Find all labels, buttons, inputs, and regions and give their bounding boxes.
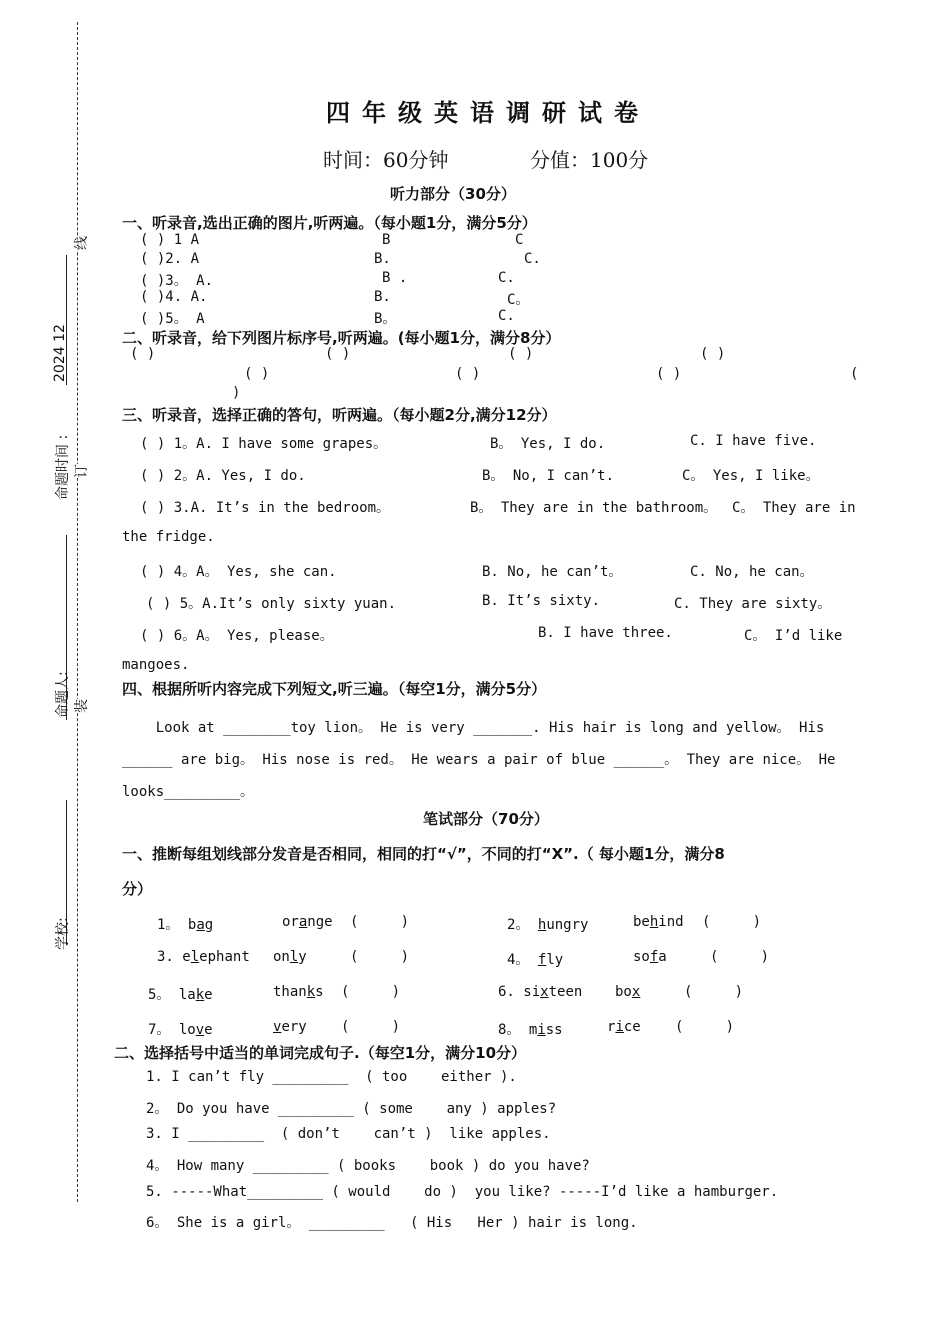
s3-q6-c: C。 I’d like bbox=[744, 628, 843, 644]
date-label: 命题时间 : bbox=[55, 434, 71, 500]
s3-q1-b: B。 Yes, I do. bbox=[490, 436, 606, 452]
listening-title: 听力部分（30分） bbox=[390, 185, 516, 203]
s1-q5-c: C. bbox=[498, 308, 515, 324]
fill-item-5: 5. -----What_________ ( would do ) you like? -----I’d like a hamburger. bbox=[146, 1184, 779, 1200]
s3-q5-b: B. It’s sixty. bbox=[482, 593, 601, 609]
s2-blank-2: ( ) bbox=[325, 346, 351, 362]
s2-blank-1: ( ) bbox=[130, 346, 156, 362]
s3-q3-a: ( ) 3.A. It’s in the bedroom。 bbox=[140, 500, 391, 516]
fill-item-4: 4。 How many _________ ( books book ) do you have? bbox=[146, 1158, 590, 1174]
page-title: 四年级英语调研试卷 bbox=[326, 99, 650, 127]
phonics-item-8-word2: rice bbox=[607, 1019, 641, 1035]
phonics-item-2-word2: behind bbox=[633, 914, 684, 930]
s3-q1-a: ( ) 1。A. I have some grapes。 bbox=[140, 436, 388, 452]
s1-q1-a: ( ) 1 A bbox=[140, 232, 200, 248]
s1-q4-b: B. bbox=[374, 289, 391, 305]
date-value: 2024 12 bbox=[52, 324, 68, 382]
s3-q6-b: B. I have three. bbox=[538, 625, 673, 641]
binding-mark-xian: 线 bbox=[71, 236, 91, 250]
author-label: 命题人: bbox=[55, 671, 71, 718]
s3-q3-cont: the fridge. bbox=[122, 529, 215, 545]
phonics-item-7-word2: very bbox=[273, 1019, 307, 1035]
s1-q1-b: B bbox=[382, 232, 391, 248]
binding-margin-line bbox=[77, 22, 78, 1202]
exam-time: 时间：60分钟 bbox=[323, 148, 449, 172]
s1-q5-b: B。 bbox=[374, 311, 397, 327]
s2-blank-5: ( ) bbox=[244, 366, 270, 382]
s3-q2-c: C。 Yes, I like。 bbox=[682, 468, 820, 484]
s1-q4-a: ( )4. A. bbox=[140, 289, 208, 305]
school-label: 学校: bbox=[55, 917, 71, 950]
phonics-item-6: 6. sixteen bbox=[498, 984, 583, 1000]
phonics-item-1-word2: orange bbox=[282, 914, 333, 930]
phonics-item-5-word2: thanks bbox=[273, 984, 324, 1000]
s1-q5-a: ( )5。 A bbox=[140, 311, 205, 327]
phonics-item-6-word2: box bbox=[615, 984, 641, 1000]
written-s1-title-cont: 分） bbox=[122, 880, 153, 898]
s4-line-1: Look at ________toy lion。 He is very _______. His hair is long and yellow。 His bbox=[122, 720, 825, 736]
s2-blank-7: ( ) bbox=[656, 366, 682, 382]
listening-s2-title: 二、听录音，给下列图片标序号,听两遍。(每小题1分，满分8分） bbox=[122, 329, 561, 347]
s3-q4-b: B. No, he can’t。 bbox=[482, 564, 623, 580]
s1-q1-c: C bbox=[515, 232, 524, 248]
s1-q2-b: B. bbox=[374, 251, 391, 267]
s1-q3-a: ( )3。 A. bbox=[140, 273, 214, 289]
phonics-item-8-answer: ( ) bbox=[675, 1019, 735, 1035]
phonics-item-4-answer: ( ) bbox=[710, 949, 770, 965]
phonics-item-3-answer: ( ) bbox=[350, 949, 410, 965]
phonics-item-1: 1。 bag bbox=[157, 917, 214, 933]
s3-q4-c: C. No, he can。 bbox=[690, 564, 814, 580]
phonics-item-1-answer: ( ) bbox=[350, 914, 410, 930]
s3-q1-c: C. I have five. bbox=[690, 433, 817, 449]
s2-blank-3: ( ) bbox=[508, 346, 534, 362]
phonics-item-8: 8。 miss bbox=[498, 1022, 563, 1038]
s3-q3-c: C。 They are in bbox=[732, 500, 856, 516]
s3-q5-a: ( ) 5。A.It’s only sixty yuan. bbox=[146, 596, 397, 612]
phonics-item-7: 7。 love bbox=[148, 1022, 213, 1038]
fill-item-6: 6。 She is a girl。 _________ ( His Her ) hair is long. bbox=[146, 1215, 638, 1231]
s4-line-2: ______ are big。 His nose is red。 He wears a pair of blue ______。 They are nice。 He bbox=[122, 752, 836, 768]
written-title: 笔试部分（70分） bbox=[423, 810, 549, 828]
phonics-item-7-answer: ( ) bbox=[341, 1019, 401, 1035]
s2-blank-8-close: ) bbox=[232, 385, 241, 401]
s4-line-3: looks_________。 bbox=[122, 784, 255, 800]
phonics-item-2-answer: ( ) bbox=[702, 914, 762, 930]
s3-q6-cont: mangoes. bbox=[122, 657, 190, 673]
phonics-item-3: 3. elephant bbox=[157, 949, 250, 965]
phonics-item-3-word2: only bbox=[273, 949, 307, 965]
fill-item-3: 3. I _________ ( don’t can’t ) like apples. bbox=[146, 1126, 551, 1142]
written-s2-title: 二、选择括号中适当的单词完成句子.（每空1分，满分10分） bbox=[114, 1044, 527, 1062]
phonics-item-4: 4。 fly bbox=[507, 952, 564, 968]
s3-q3-b: B。 They are in the bathroom。 bbox=[470, 500, 718, 516]
s3-q5-c: C. They are sixty。 bbox=[674, 596, 832, 612]
exam-score: 分值：100分 bbox=[530, 148, 649, 172]
written-s1-title: 一、推断每组划线部分发音是否相同，相同的打“√”，不同的打“X”.（ 每小题1分，满分8 bbox=[122, 845, 725, 863]
phonics-item-4-word2: sofa bbox=[633, 949, 667, 965]
listening-s4-title: 四、根据所听内容完成下列短文,听三遍。（每空1分，满分5分） bbox=[122, 680, 547, 698]
phonics-item-5-answer: ( ) bbox=[341, 984, 401, 1000]
phonics-item-5: 5。 lake bbox=[148, 987, 213, 1003]
fill-item-2: 2。 Do you have _________ ( some any ) apples? bbox=[146, 1101, 557, 1117]
s1-q3-b: B . bbox=[382, 270, 408, 286]
binding-mark-zhuang: 装 bbox=[71, 699, 91, 713]
phonics-item-6-answer: ( ) bbox=[684, 984, 744, 1000]
s3-q2-a: ( ) 2。A. Yes, I do. bbox=[140, 468, 306, 484]
fill-item-1: 1. I can’t fly _________ ( too either ). bbox=[146, 1069, 517, 1085]
s1-q2-c: C. bbox=[524, 251, 541, 267]
s1-q4-c: C。 bbox=[507, 292, 530, 308]
s3-q6-a: ( ) 6。A。 Yes, please。 bbox=[140, 628, 334, 644]
phonics-item-2: 2。 hungry bbox=[507, 917, 589, 933]
binding-mark-ding: 订 bbox=[71, 464, 91, 478]
listening-s1-title: 一、听录音,选出正确的图片,听两遍。（每小题1分，满分5分） bbox=[122, 214, 537, 232]
s3-q4-a: ( ) 4。A。 Yes, she can. bbox=[140, 564, 337, 580]
s2-blank-8-open: ( bbox=[850, 366, 859, 382]
s1-q3-c: C. bbox=[498, 270, 515, 286]
listening-s3-title: 三、听录音，选择正确的答句，听两遍。（每小题2分,满分12分） bbox=[122, 406, 557, 424]
s3-q2-b: B。 No, I can’t. bbox=[482, 468, 615, 484]
s2-blank-4: ( ) bbox=[700, 346, 726, 362]
s1-q2-a: ( )2. A bbox=[140, 251, 200, 267]
s2-blank-6: ( ) bbox=[455, 366, 481, 382]
